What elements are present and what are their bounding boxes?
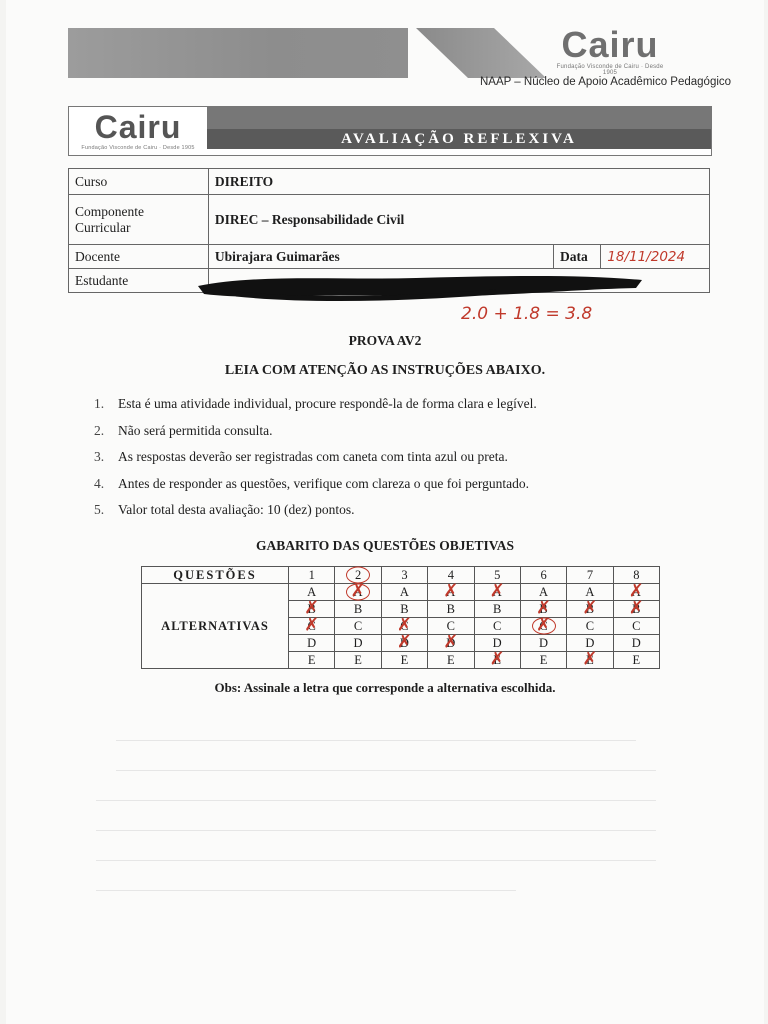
- answer-cell[interactable]: E: [335, 652, 381, 669]
- show-through-line: [96, 890, 516, 891]
- answer-cell[interactable]: D: [335, 635, 381, 652]
- answer-cell-marked[interactable]: B ✗: [520, 601, 566, 618]
- answer-cell-marked[interactable]: A ✗: [474, 584, 520, 601]
- answer-cell[interactable]: A: [289, 584, 335, 601]
- question-number: 3: [381, 567, 427, 584]
- answer-cell[interactable]: D: [520, 635, 566, 652]
- question-number: 7: [567, 567, 613, 584]
- observation-note: Obs: Assinale a letra que corresponde a alternativa escolhida.: [214, 680, 556, 695]
- answer-cell-marked[interactable]: C ✗: [289, 618, 335, 635]
- data-value: 18/11/2024: [601, 245, 710, 269]
- question-number: 1: [289, 567, 335, 584]
- answer-cell[interactable]: B: [335, 601, 381, 618]
- show-through-line: [96, 830, 656, 831]
- data-label: Data: [554, 245, 601, 269]
- answer-cell[interactable]: C: [428, 618, 474, 635]
- answer-cell-marked[interactable]: C ✗: [520, 618, 566, 635]
- estudante-label: Estudante: [69, 269, 209, 293]
- answer-cell[interactable]: C: [613, 618, 659, 635]
- instructions-heading: LEIA COM ATENÇÃO AS INSTRUÇÕES ABAIXO.: [224, 363, 546, 378]
- answer-cell-marked[interactable]: E ✗: [567, 652, 613, 669]
- title-bar: [207, 107, 711, 155]
- componente-label: Componente Curricular: [69, 195, 209, 245]
- evaluation-header: [68, 106, 712, 156]
- header-band-accent: [416, 28, 546, 78]
- list-item: 1. Esta é uma atividade individual, procure respondê-la de forma clara e legível.: [94, 396, 537, 411]
- answer-cell[interactable]: D: [289, 635, 335, 652]
- answer-cell-marked[interactable]: B ✗: [289, 601, 335, 618]
- question-number: 8: [613, 567, 659, 584]
- list-item: 4. Antes de responder as questões, verifique com clareza o que foi perguntado.: [94, 475, 529, 491]
- show-through-line: [96, 800, 656, 801]
- answer-cell[interactable]: A: [381, 584, 427, 601]
- answer-cell-marked[interactable]: D ✗: [428, 635, 474, 652]
- answer-cell[interactable]: C: [567, 618, 613, 635]
- answer-cell[interactable]: A: [567, 584, 613, 601]
- exam-page: [6, 0, 764, 1024]
- answer-cell[interactable]: D: [474, 635, 520, 652]
- instructions-list: [94, 396, 537, 529]
- answer-cell[interactable]: B: [474, 601, 520, 618]
- answer-cell[interactable]: E: [520, 652, 566, 669]
- answer-cell-marked[interactable]: A ✗: [613, 584, 659, 601]
- docente-label: Docente: [69, 245, 209, 269]
- componente-value: DIREC – Responsabilidade Civil: [208, 195, 709, 245]
- show-through-line: [96, 860, 656, 861]
- logo-text: Cairu: [94, 109, 182, 145]
- redaction-scribble: [196, 268, 646, 302]
- cairu-logo: [551, 26, 669, 76]
- cairu-logo-small: [69, 107, 208, 155]
- show-through-line: [116, 740, 636, 741]
- answer-cell[interactable]: E: [289, 652, 335, 669]
- header-band: [68, 28, 408, 78]
- logo-tagline: Fundação Visconde de Cairu · Desde 1905: [81, 145, 195, 151]
- answer-cell[interactable]: A: [520, 584, 566, 601]
- answer-table: [141, 566, 660, 669]
- answer-cell[interactable]: C: [474, 618, 520, 635]
- list-item: 3. As respostas deverão ser registradas com caneta com tinta azul ou preta.: [94, 449, 508, 464]
- alternativas-label: ALTERNATIVAS: [142, 584, 289, 669]
- naap-label: NAAP – Núcleo de Apoio Acadêmico Pedagógico: [480, 76, 732, 88]
- answer-cell-marked[interactable]: D ✗: [381, 635, 427, 652]
- curso-label: Curso: [69, 169, 209, 195]
- answer-cell-marked[interactable]: B ✗: [613, 601, 659, 618]
- exam-name: PROVA AV2: [348, 333, 422, 348]
- answer-cell[interactable]: B: [381, 601, 427, 618]
- answer-cell-marked[interactable]: C ✗: [381, 618, 427, 635]
- show-through-line: [116, 770, 656, 771]
- list-item: 2. Não será permitida consulta.: [94, 422, 273, 438]
- question-number: 2: [335, 567, 381, 584]
- answer-cell-marked[interactable]: E ✗: [474, 652, 520, 669]
- logo-tagline: Fundação Visconde de Cairu · Desde 1905: [556, 64, 664, 76]
- question-number: 6: [520, 567, 566, 584]
- list-item: 5. Valor total desta avaliação: 10 (dez) pontos.: [94, 502, 355, 517]
- answer-cell[interactable]: E: [428, 652, 474, 669]
- answer-key-title: GABARITO DAS QUESTÕES OBJETIVAS: [256, 538, 514, 553]
- answer-cell[interactable]: D: [613, 635, 659, 652]
- answer-cell[interactable]: E: [381, 652, 427, 669]
- question-number: 4: [428, 567, 474, 584]
- logo-text: Cairu: [561, 24, 659, 65]
- handwritten-score: 2.0 + 1.8 = 3.8: [461, 304, 593, 324]
- curso-value: DIREITO: [208, 169, 709, 195]
- evaluation-title: AVALIAÇÃO REFLEXIVA: [207, 129, 711, 149]
- questoes-label: QUESTÕES: [142, 567, 289, 584]
- docente-value: Ubirajara Guimarães: [208, 245, 553, 269]
- answer-cell[interactable]: C: [335, 618, 381, 635]
- answer-cell-marked[interactable]: A ✗: [428, 584, 474, 601]
- answer-cell-marked[interactable]: B ✗: [567, 601, 613, 618]
- answer-cell[interactable]: E: [613, 652, 659, 669]
- question-number: 5: [474, 567, 520, 584]
- answer-cell-marked[interactable]: A ✗: [335, 584, 381, 601]
- answer-cell[interactable]: D: [567, 635, 613, 652]
- answer-cell[interactable]: B: [428, 601, 474, 618]
